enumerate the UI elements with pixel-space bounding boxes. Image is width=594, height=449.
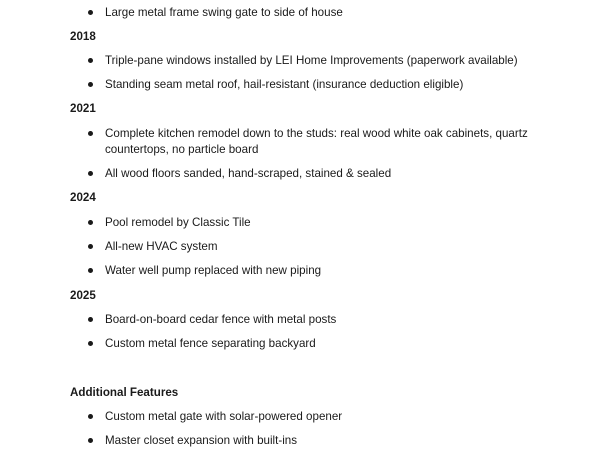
bullet-icon [88, 239, 94, 245]
list-item: All wood floors sanded, hand-scraped, stained & sealed [105, 167, 392, 180]
list-item: Custom metal fence separating backyard [105, 337, 316, 350]
bullet-icon [88, 5, 94, 11]
year-heading-2018: 2018 [70, 30, 96, 43]
year-heading-2025: 2025 [70, 289, 96, 302]
bullet-icon [88, 53, 94, 59]
list-item: All-new HVAC system [105, 240, 218, 253]
bullet-icon [88, 312, 94, 318]
list-item: Complete kitchen remodel down to the studs: real wood white oak cabinets, quartz countertops, no particle board [105, 127, 528, 156]
list-item: Large metal frame swing gate to side of house [105, 6, 343, 19]
list-item: Master closet expansion with built-ins [105, 434, 298, 447]
bullet-icon [88, 126, 94, 132]
additional-features-heading: Additional Features [70, 386, 179, 399]
list-item: Standing seam metal roof, hail-resistant (insurance deduction eligible) [105, 78, 464, 91]
list-item: Board-on-board cedar fence with metal posts [105, 313, 337, 326]
bullet-icon [88, 263, 94, 269]
list-item: Custom metal gate with solar-powered opener [105, 410, 343, 423]
list-item: Pool remodel by Classic Tile [105, 216, 251, 229]
bullet-icon [88, 215, 94, 221]
bullet-icon [88, 166, 94, 172]
bullet-icon [88, 336, 94, 342]
list-item: Triple-pane windows installed by LEI Home Improvements (paperwork available) [105, 54, 518, 67]
list-item: Water well pump replaced with new piping [105, 264, 322, 277]
bullet-icon [88, 433, 94, 439]
bullet-icon [88, 77, 94, 83]
year-heading-2021: 2021 [70, 102, 96, 115]
year-heading-2024: 2024 [70, 191, 96, 204]
bullet-icon [88, 409, 94, 415]
